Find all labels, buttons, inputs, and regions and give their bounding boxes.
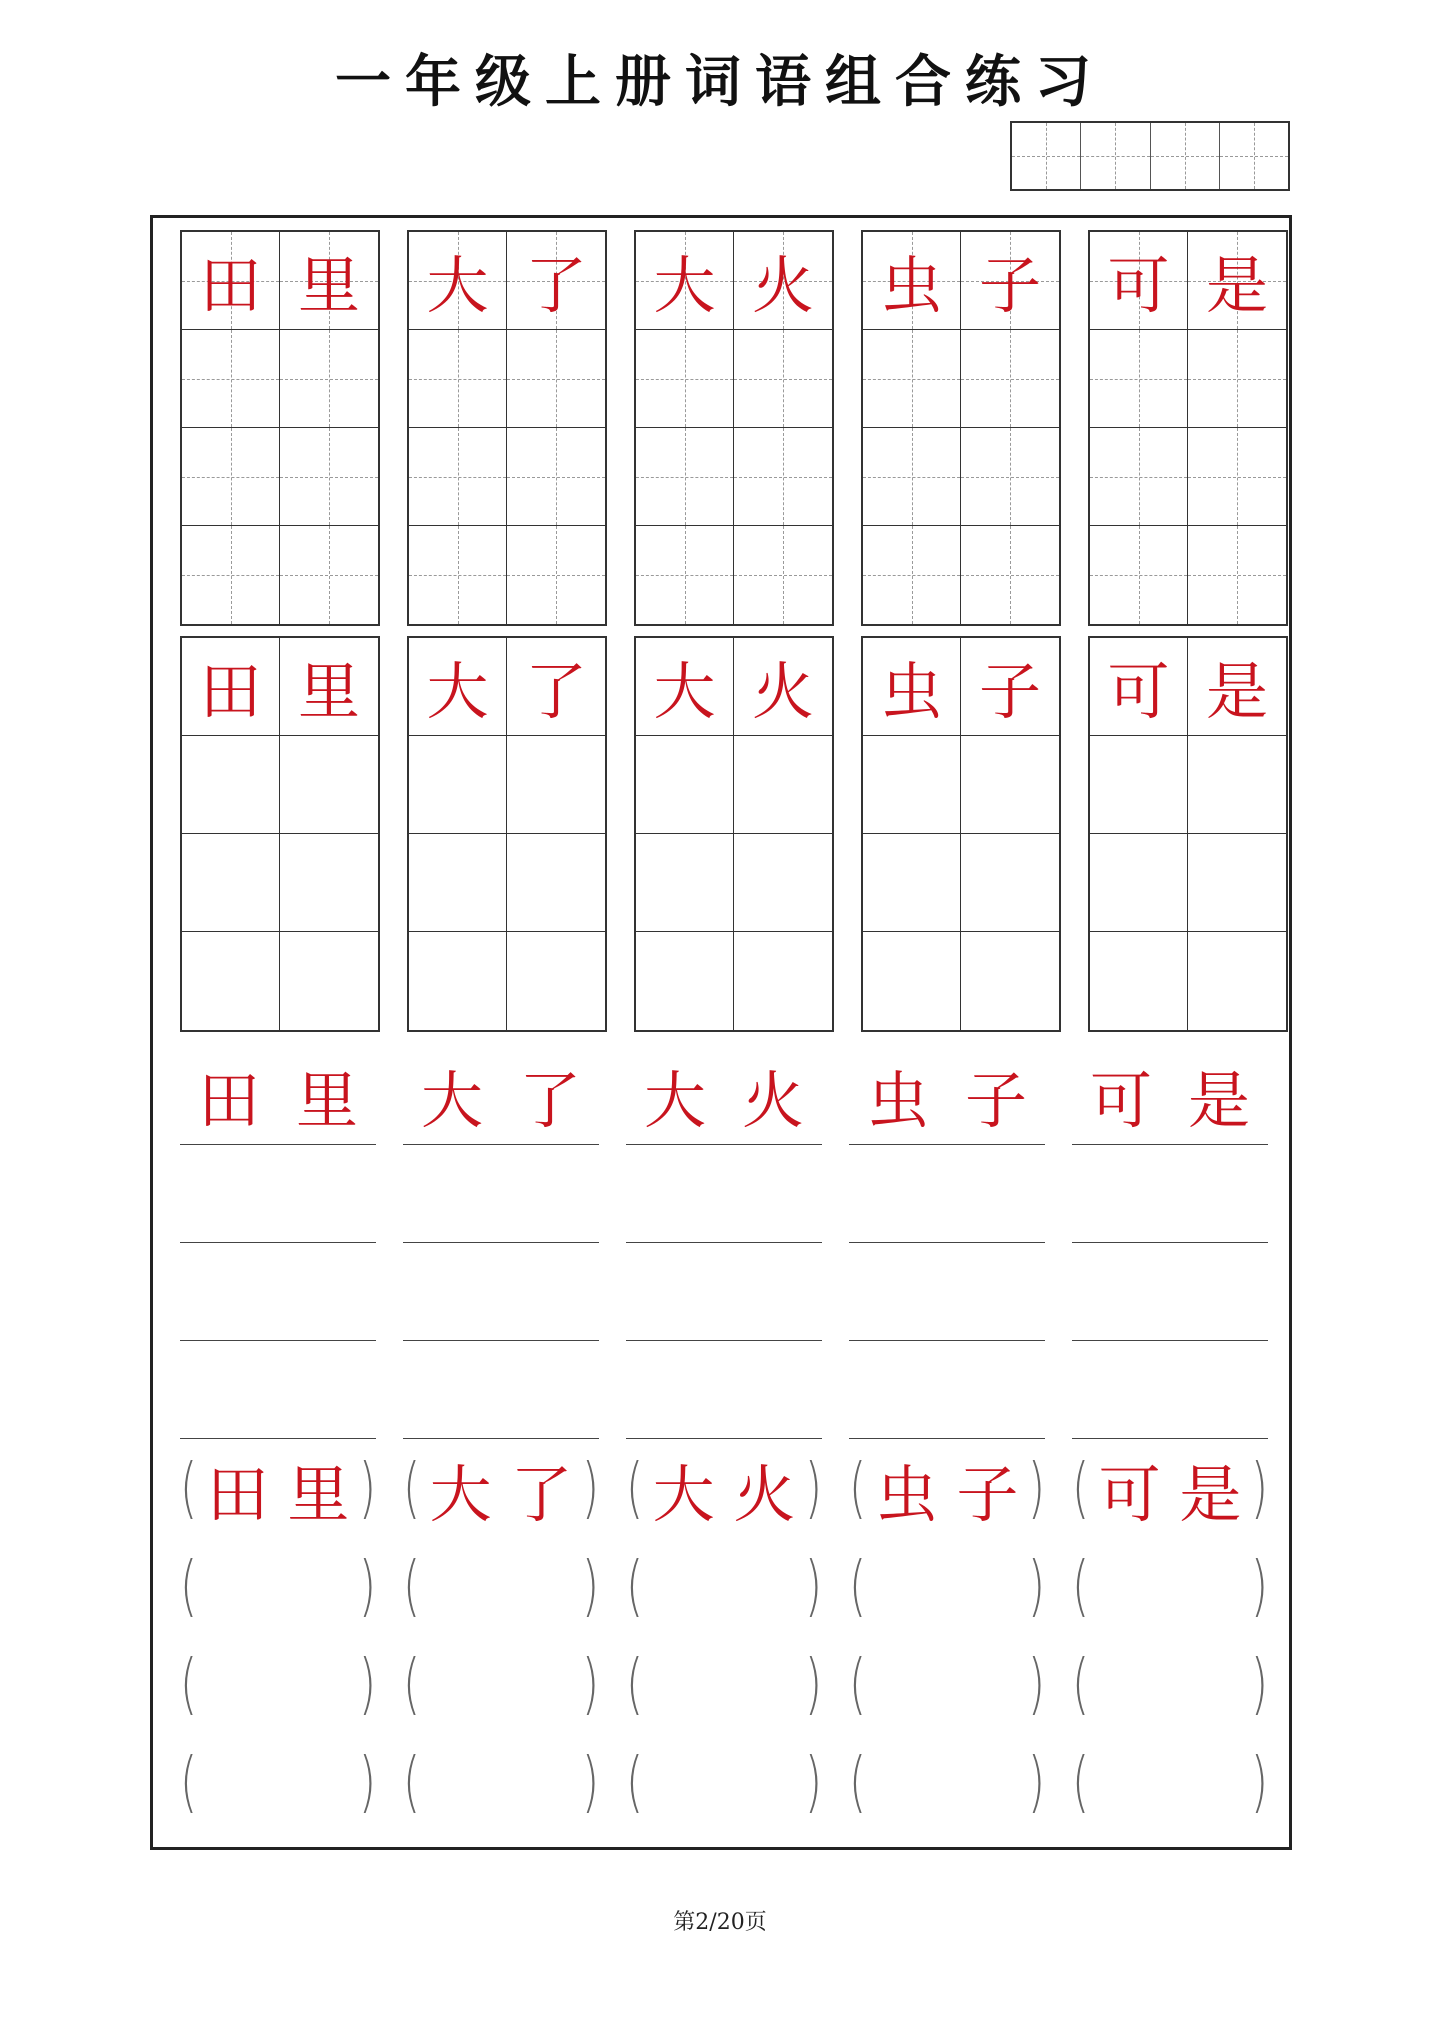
writing-cell[interactable] bbox=[507, 932, 605, 1030]
right-parenthesis: ) bbox=[1027, 1646, 1045, 1723]
writing-cell[interactable] bbox=[863, 428, 961, 526]
writing-cell[interactable] bbox=[734, 834, 832, 932]
writing-cell bbox=[863, 232, 961, 330]
writing-cell bbox=[734, 638, 832, 736]
parenthesis-row[interactable] bbox=[180, 1538, 376, 1636]
model-word bbox=[1072, 1046, 1268, 1144]
model-word bbox=[420, 1445, 582, 1534]
writing-cell[interactable] bbox=[1090, 736, 1188, 834]
parenthesis-row[interactable] bbox=[180, 1734, 376, 1832]
model-character: 田 bbox=[199, 249, 262, 322]
writing-line bbox=[1072, 1046, 1268, 1145]
right-parenthesis: ) bbox=[1250, 1646, 1268, 1723]
model-character: 子 bbox=[978, 249, 1041, 322]
model-character: 大 bbox=[426, 249, 489, 322]
writing-cell bbox=[961, 638, 1059, 736]
right-parenthesis: ) bbox=[358, 1744, 376, 1821]
writing-cell bbox=[1090, 638, 1188, 736]
model-character: 大 bbox=[429, 1457, 492, 1531]
parenthesis-row[interactable] bbox=[849, 1734, 1045, 1832]
model-character: 了 bbox=[510, 1457, 573, 1531]
parenthesis-row bbox=[180, 1440, 376, 1538]
writing-cell[interactable] bbox=[961, 526, 1059, 624]
writing-cell bbox=[636, 638, 734, 736]
model-character: 了 bbox=[518, 1063, 581, 1137]
writing-cell[interactable] bbox=[636, 834, 734, 932]
underline-group bbox=[1072, 1046, 1268, 1446]
right-parenthesis: ) bbox=[358, 1646, 376, 1723]
left-parenthesis: ( bbox=[180, 1744, 198, 1821]
parenthesis-row[interactable] bbox=[403, 1538, 599, 1636]
writing-cell bbox=[280, 232, 378, 330]
writing-cell bbox=[1188, 232, 1286, 330]
model-character: 大 bbox=[653, 249, 716, 322]
parenthesis-row[interactable] bbox=[403, 1734, 599, 1832]
writing-cell[interactable] bbox=[636, 736, 734, 834]
left-parenthesis: ( bbox=[626, 1450, 644, 1527]
writing-cell[interactable] bbox=[734, 736, 832, 834]
writing-cell[interactable] bbox=[409, 932, 507, 1030]
parenthesis-row[interactable] bbox=[1072, 1734, 1268, 1832]
left-parenthesis: ( bbox=[403, 1646, 421, 1723]
right-parenthesis: ) bbox=[1250, 1548, 1268, 1625]
model-character: 是 bbox=[1187, 1063, 1250, 1137]
left-parenthesis: ( bbox=[403, 1450, 421, 1527]
underline-group bbox=[849, 1046, 1045, 1446]
writing-cell[interactable] bbox=[1188, 526, 1286, 624]
model-character: 田 bbox=[206, 1457, 269, 1531]
model-character: 田 bbox=[199, 655, 262, 728]
writing-cell[interactable] bbox=[507, 330, 605, 428]
parenthesis-row[interactable] bbox=[849, 1636, 1045, 1734]
writing-cell[interactable] bbox=[507, 736, 605, 834]
writing-cell[interactable] bbox=[961, 736, 1059, 834]
tian-grid bbox=[1088, 230, 1288, 626]
page-number: 第2/20页 bbox=[673, 1910, 767, 1935]
right-parenthesis: ) bbox=[581, 1450, 599, 1527]
tian-grid bbox=[861, 230, 1061, 626]
writing-cell[interactable] bbox=[182, 526, 280, 624]
writing-cell bbox=[182, 232, 280, 330]
parenthesis-group bbox=[403, 1440, 599, 1840]
parenthesis-row[interactable] bbox=[180, 1636, 376, 1734]
parenthesis-section bbox=[180, 1440, 1268, 1840]
writing-cell[interactable] bbox=[280, 428, 378, 526]
score-cell bbox=[1012, 123, 1080, 189]
writing-cell[interactable] bbox=[1188, 428, 1286, 526]
model-character: 了 bbox=[524, 249, 587, 322]
page-title: 一年级上册词语组合练习 bbox=[335, 49, 1105, 115]
writing-cell bbox=[961, 232, 1059, 330]
writing-cell[interactable] bbox=[734, 526, 832, 624]
writing-cell[interactable] bbox=[961, 428, 1059, 526]
writing-cell[interactable] bbox=[409, 330, 507, 428]
model-character: 火 bbox=[751, 655, 814, 728]
writing-cell[interactable] bbox=[961, 932, 1059, 1030]
left-parenthesis: ( bbox=[849, 1744, 867, 1821]
left-parenthesis: ( bbox=[626, 1548, 644, 1625]
writing-cell[interactable] bbox=[734, 330, 832, 428]
writing-cell[interactable] bbox=[636, 526, 734, 624]
model-character: 可 bbox=[1089, 1063, 1152, 1137]
writing-cell[interactable] bbox=[409, 526, 507, 624]
writing-line[interactable] bbox=[849, 1242, 1045, 1341]
model-character: 里 bbox=[295, 1063, 358, 1137]
tian-grid bbox=[180, 230, 380, 626]
left-parenthesis: ( bbox=[849, 1646, 867, 1723]
underline-group bbox=[403, 1046, 599, 1446]
tian-grid-section bbox=[180, 230, 1288, 626]
model-character: 子 bbox=[978, 655, 1041, 728]
parenthesis-row[interactable] bbox=[1072, 1538, 1268, 1636]
writing-line bbox=[849, 1046, 1045, 1145]
writing-cell bbox=[507, 638, 605, 736]
right-parenthesis: ) bbox=[804, 1548, 822, 1625]
writing-cell bbox=[280, 638, 378, 736]
tian-grid bbox=[634, 230, 834, 626]
model-word bbox=[849, 1046, 1045, 1144]
writing-line[interactable] bbox=[849, 1144, 1045, 1243]
writing-cell[interactable] bbox=[734, 932, 832, 1030]
writing-cell[interactable] bbox=[734, 428, 832, 526]
writing-cell[interactable] bbox=[280, 736, 378, 834]
right-parenthesis: ) bbox=[804, 1646, 822, 1723]
model-character: 田 bbox=[197, 1063, 260, 1137]
writing-cell[interactable] bbox=[1188, 736, 1286, 834]
model-character: 虫 bbox=[880, 249, 943, 322]
writing-cell[interactable] bbox=[409, 736, 507, 834]
writing-cell[interactable] bbox=[507, 428, 605, 526]
right-parenthesis: ) bbox=[1250, 1744, 1268, 1821]
writing-line bbox=[626, 1046, 822, 1145]
writing-cell[interactable] bbox=[863, 736, 961, 834]
right-parenthesis: ) bbox=[1027, 1450, 1045, 1527]
model-character: 可 bbox=[1098, 1457, 1161, 1531]
parenthesis-row bbox=[403, 1440, 599, 1538]
left-parenthesis: ( bbox=[1072, 1450, 1090, 1527]
writing-cell bbox=[1090, 232, 1188, 330]
right-parenthesis: ) bbox=[1250, 1450, 1268, 1527]
writing-cell[interactable] bbox=[863, 932, 961, 1030]
left-parenthesis: ( bbox=[403, 1548, 421, 1625]
writing-cell[interactable] bbox=[280, 526, 378, 624]
writing-cell[interactable] bbox=[182, 932, 280, 1030]
model-character: 里 bbox=[297, 249, 360, 322]
writing-cell[interactable] bbox=[1090, 428, 1188, 526]
writing-cell[interactable] bbox=[182, 330, 280, 428]
model-word bbox=[1089, 1445, 1251, 1534]
model-character: 里 bbox=[287, 1457, 350, 1531]
model-character: 可 bbox=[1107, 655, 1170, 728]
model-word bbox=[403, 1046, 599, 1144]
right-parenthesis: ) bbox=[581, 1548, 599, 1625]
writing-cell[interactable] bbox=[1090, 932, 1188, 1030]
writing-line[interactable] bbox=[180, 1144, 376, 1243]
model-word bbox=[643, 1445, 805, 1534]
left-parenthesis: ( bbox=[626, 1744, 644, 1821]
model-character: 虫 bbox=[866, 1063, 929, 1137]
left-parenthesis: ( bbox=[849, 1450, 867, 1527]
left-parenthesis: ( bbox=[403, 1744, 421, 1821]
parenthesis-row[interactable] bbox=[1072, 1636, 1268, 1734]
writing-cell bbox=[863, 638, 961, 736]
writing-line[interactable] bbox=[1072, 1340, 1268, 1439]
writing-line bbox=[403, 1046, 599, 1145]
score-cell bbox=[1219, 123, 1288, 189]
right-parenthesis: ) bbox=[358, 1548, 376, 1625]
writing-cell[interactable] bbox=[636, 428, 734, 526]
score-cell bbox=[1080, 123, 1149, 189]
left-parenthesis: ( bbox=[1072, 1548, 1090, 1625]
model-character: 火 bbox=[751, 249, 814, 322]
left-parenthesis: ( bbox=[1072, 1646, 1090, 1723]
model-character: 虫 bbox=[880, 655, 943, 728]
parenthesis-group bbox=[626, 1440, 822, 1840]
square-grid bbox=[1088, 636, 1288, 1032]
square-grid bbox=[407, 636, 607, 1032]
writing-cell[interactable] bbox=[280, 330, 378, 428]
writing-cell[interactable] bbox=[863, 526, 961, 624]
writing-cell[interactable] bbox=[507, 834, 605, 932]
right-parenthesis: ) bbox=[358, 1450, 376, 1527]
parenthesis-row[interactable] bbox=[403, 1636, 599, 1734]
right-parenthesis: ) bbox=[581, 1646, 599, 1723]
writing-cell[interactable] bbox=[1188, 834, 1286, 932]
square-grid bbox=[634, 636, 834, 1032]
writing-cell bbox=[182, 638, 280, 736]
writing-line[interactable] bbox=[180, 1340, 376, 1439]
writing-line[interactable] bbox=[403, 1242, 599, 1341]
model-character: 是 bbox=[1205, 249, 1268, 322]
writing-cell[interactable] bbox=[1188, 932, 1286, 1030]
writing-cell[interactable] bbox=[863, 330, 961, 428]
parenthesis-row[interactable] bbox=[626, 1734, 822, 1832]
score-cell bbox=[1150, 123, 1219, 189]
tian-grid bbox=[407, 230, 607, 626]
left-parenthesis: ( bbox=[180, 1450, 198, 1527]
writing-cell[interactable] bbox=[409, 428, 507, 526]
writing-line[interactable] bbox=[403, 1144, 599, 1243]
model-character: 子 bbox=[956, 1457, 1019, 1531]
square-grid-section bbox=[180, 636, 1288, 1032]
writing-cell bbox=[1188, 638, 1286, 736]
writing-line[interactable] bbox=[626, 1144, 822, 1243]
parenthesis-row bbox=[626, 1440, 822, 1538]
score-box bbox=[1010, 121, 1290, 191]
right-parenthesis: ) bbox=[804, 1450, 822, 1527]
writing-cell[interactable] bbox=[507, 526, 605, 624]
model-character: 了 bbox=[524, 655, 587, 728]
model-character: 是 bbox=[1179, 1457, 1242, 1531]
writing-line[interactable] bbox=[180, 1242, 376, 1341]
writing-cell[interactable] bbox=[182, 736, 280, 834]
writing-cell bbox=[507, 232, 605, 330]
writing-cell[interactable] bbox=[409, 834, 507, 932]
writing-cell bbox=[734, 232, 832, 330]
parenthesis-row bbox=[1072, 1440, 1268, 1538]
left-parenthesis: ( bbox=[1072, 1744, 1090, 1821]
square-grid bbox=[861, 636, 1061, 1032]
underline-section bbox=[180, 1046, 1268, 1446]
writing-cell[interactable] bbox=[961, 834, 1059, 932]
parenthesis-group bbox=[180, 1440, 376, 1840]
model-character: 大 bbox=[652, 1457, 715, 1531]
model-character: 子 bbox=[964, 1063, 1027, 1137]
model-word bbox=[866, 1445, 1028, 1534]
writing-line bbox=[180, 1046, 376, 1145]
writing-cell[interactable] bbox=[636, 932, 734, 1030]
model-character: 火 bbox=[741, 1063, 804, 1137]
writing-line[interactable] bbox=[626, 1340, 822, 1439]
writing-line[interactable] bbox=[1072, 1242, 1268, 1341]
left-parenthesis: ( bbox=[180, 1646, 198, 1723]
model-word bbox=[180, 1046, 376, 1144]
model-character: 是 bbox=[1205, 655, 1268, 728]
writing-line[interactable] bbox=[626, 1242, 822, 1341]
writing-cell[interactable] bbox=[182, 834, 280, 932]
parenthesis-row[interactable] bbox=[626, 1636, 822, 1734]
parenthesis-row[interactable] bbox=[626, 1538, 822, 1636]
writing-cell[interactable] bbox=[636, 330, 734, 428]
writing-cell[interactable] bbox=[1188, 330, 1286, 428]
writing-cell bbox=[409, 232, 507, 330]
square-grid bbox=[180, 636, 380, 1032]
model-character: 里 bbox=[297, 655, 360, 728]
model-character: 大 bbox=[426, 655, 489, 728]
writing-cell[interactable] bbox=[1090, 834, 1188, 932]
writing-line[interactable] bbox=[849, 1340, 1045, 1439]
writing-cell[interactable] bbox=[182, 428, 280, 526]
writing-cell[interactable] bbox=[1090, 330, 1188, 428]
writing-cell[interactable] bbox=[1090, 526, 1188, 624]
writing-cell[interactable] bbox=[280, 834, 378, 932]
model-character: 可 bbox=[1107, 249, 1170, 322]
model-character: 大 bbox=[643, 1063, 706, 1137]
right-parenthesis: ) bbox=[804, 1744, 822, 1821]
writing-line[interactable] bbox=[403, 1340, 599, 1439]
writing-line[interactable] bbox=[1072, 1144, 1268, 1243]
left-parenthesis: ( bbox=[849, 1548, 867, 1625]
left-parenthesis: ( bbox=[626, 1646, 644, 1723]
model-character: 大 bbox=[420, 1063, 483, 1137]
model-character: 火 bbox=[733, 1457, 796, 1531]
model-word bbox=[197, 1445, 359, 1534]
left-parenthesis: ( bbox=[180, 1548, 198, 1625]
worksheet-frame bbox=[150, 215, 1292, 1850]
writing-cell[interactable] bbox=[863, 834, 961, 932]
parenthesis-group bbox=[849, 1440, 1045, 1840]
parenthesis-group bbox=[1072, 1440, 1268, 1840]
right-parenthesis: ) bbox=[1027, 1548, 1045, 1625]
model-character: 虫 bbox=[875, 1457, 938, 1531]
parenthesis-row[interactable] bbox=[849, 1538, 1045, 1636]
writing-cell bbox=[636, 232, 734, 330]
underline-group bbox=[626, 1046, 822, 1446]
right-parenthesis: ) bbox=[581, 1744, 599, 1821]
parenthesis-row bbox=[849, 1440, 1045, 1538]
writing-cell[interactable] bbox=[961, 330, 1059, 428]
model-character: 大 bbox=[653, 655, 716, 728]
model-word bbox=[626, 1046, 822, 1144]
underline-group bbox=[180, 1046, 376, 1446]
writing-cell[interactable] bbox=[280, 932, 378, 1030]
right-parenthesis: ) bbox=[1027, 1744, 1045, 1821]
writing-cell bbox=[409, 638, 507, 736]
